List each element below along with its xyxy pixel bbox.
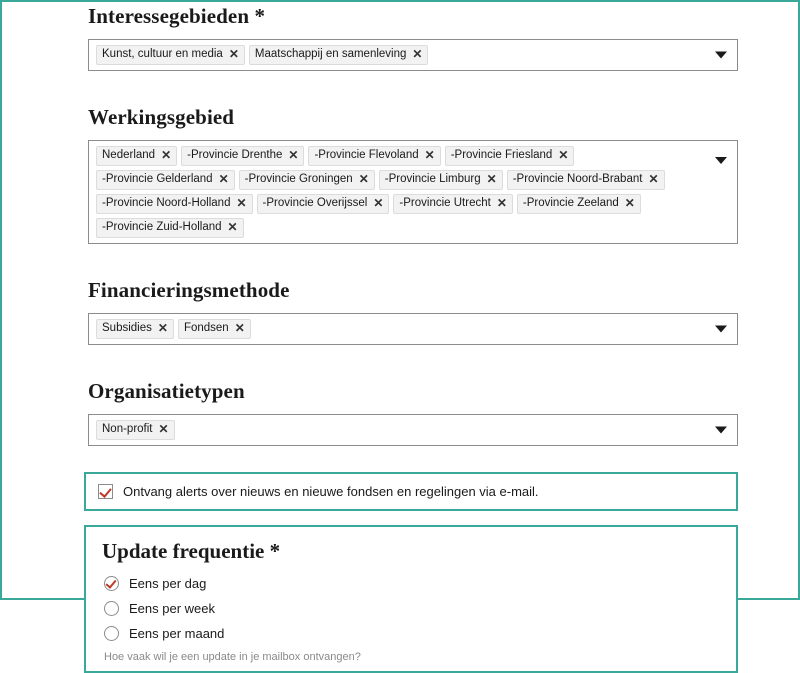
alerts-checkbox-label: Ontvang alerts over nieuws en nieuwe fondsen en regelingen via e-mail.: [123, 484, 539, 499]
chip-label: Fondsen: [183, 322, 229, 334]
chip[interactable]: [379, 170, 503, 190]
chip[interactable]: [249, 45, 429, 65]
settings-form: [2, 2, 798, 663]
chip-label: -Provincie Groningen: [244, 173, 353, 185]
chip-label: Kunst, cultuur en media: [102, 48, 223, 60]
radio-label: Eens per week: [129, 601, 215, 616]
chip[interactable]: [96, 319, 174, 339]
chip-label: -Provincie Zuid-Holland: [102, 221, 222, 233]
close-icon[interactable]: ✕: [358, 172, 369, 186]
close-icon[interactable]: ✕: [412, 47, 423, 61]
chip-label: -Provincie Overijssel: [262, 197, 368, 209]
radio-option-weekly[interactable]: [104, 601, 724, 616]
chip-label: Non-profit: [102, 423, 153, 435]
chip-label: -Provincie Gelderland: [102, 173, 213, 185]
close-icon[interactable]: ✕: [424, 148, 435, 162]
multiselect-organisatietypen[interactable]: [88, 414, 738, 446]
chip[interactable]: [445, 146, 575, 166]
chip[interactable]: [178, 319, 251, 339]
chip[interactable]: [507, 170, 665, 190]
close-icon[interactable]: ✕: [648, 172, 659, 186]
multiselect-interessegebieden[interactable]: [88, 39, 738, 71]
section-title-organisatietypen: Organisatietypen: [88, 379, 245, 403]
chip[interactable]: [239, 170, 375, 190]
close-icon[interactable]: ✕: [218, 172, 229, 186]
chip-label: Maatschappij en samenleving: [254, 48, 407, 60]
chip-label: -Provincie Noord-Holland: [102, 197, 231, 209]
radio-label: Eens per maand: [129, 626, 225, 641]
page-title: Update frequentie *: [102, 539, 281, 563]
chip[interactable]: [393, 194, 512, 214]
chip[interactable]: [96, 170, 235, 190]
section-title-interessegebieden: Interessegebieden *: [88, 4, 266, 28]
section-title-financieringsmethode: Financieringsmethode: [88, 278, 290, 302]
check-icon[interactable]: [98, 484, 113, 499]
radio-option-monthly[interactable]: [104, 626, 724, 641]
close-icon[interactable]: ✕: [288, 148, 299, 162]
section-title-werkingsgebied: Werkingsgebied: [88, 105, 235, 129]
chevron-down-icon[interactable]: [715, 52, 727, 59]
chip[interactable]: [308, 146, 440, 166]
close-icon[interactable]: ✕: [558, 148, 569, 162]
frequency-help-text: Hoe vaak wil je een update in je mailbox ontvangen?: [104, 651, 361, 663]
radio-icon[interactable]: [104, 626, 119, 641]
close-icon[interactable]: ✕: [486, 172, 497, 186]
chip-label: -Provincie Limburg: [384, 173, 481, 185]
chip-label: -Provincie Drenthe: [187, 149, 283, 161]
chevron-down-icon[interactable]: [715, 157, 727, 164]
chip[interactable]: [96, 218, 244, 238]
chip-label: -Provincie Flevoland: [314, 149, 419, 161]
chip[interactable]: [96, 146, 177, 166]
close-icon[interactable]: ✕: [373, 196, 384, 210]
radio-icon[interactable]: [104, 601, 119, 616]
close-icon[interactable]: ✕: [234, 321, 245, 335]
alerts-optin-panel: [84, 472, 738, 511]
chip[interactable]: [96, 194, 253, 214]
close-icon[interactable]: ✕: [228, 47, 239, 61]
close-icon[interactable]: ✕: [161, 148, 172, 162]
chip-label: -Provincie Noord-Brabant: [512, 173, 643, 185]
close-icon[interactable]: ✕: [236, 196, 247, 210]
chevron-down-icon[interactable]: [715, 427, 727, 434]
chip-label: -Provincie Friesland: [450, 149, 553, 161]
chip[interactable]: [96, 45, 245, 65]
chip[interactable]: [96, 420, 175, 440]
chip[interactable]: [257, 194, 390, 214]
chip-label: -Provincie Zeeland: [522, 197, 619, 209]
radio-label: Eens per dag: [129, 576, 207, 591]
multiselect-werkingsgebied[interactable]: [88, 140, 738, 244]
chip-label: Nederland: [102, 149, 156, 161]
multiselect-financieringsmethode[interactable]: [88, 313, 738, 345]
chip[interactable]: [517, 194, 641, 214]
close-icon[interactable]: ✕: [624, 196, 635, 210]
radio-option-daily[interactable]: [104, 576, 724, 591]
chip-label: -Provincie Utrecht: [399, 197, 491, 209]
close-icon[interactable]: ✕: [227, 220, 238, 234]
alerts-checkbox-row[interactable]: [98, 484, 724, 499]
update-frequency-panel: [84, 525, 738, 673]
chip-label: Subsidies: [102, 322, 152, 334]
chip[interactable]: [181, 146, 304, 166]
radio-checked-icon[interactable]: [104, 576, 119, 591]
chevron-down-icon[interactable]: [715, 326, 727, 333]
close-icon[interactable]: ✕: [496, 196, 507, 210]
close-icon[interactable]: ✕: [157, 321, 168, 335]
close-icon[interactable]: ✕: [158, 422, 169, 436]
